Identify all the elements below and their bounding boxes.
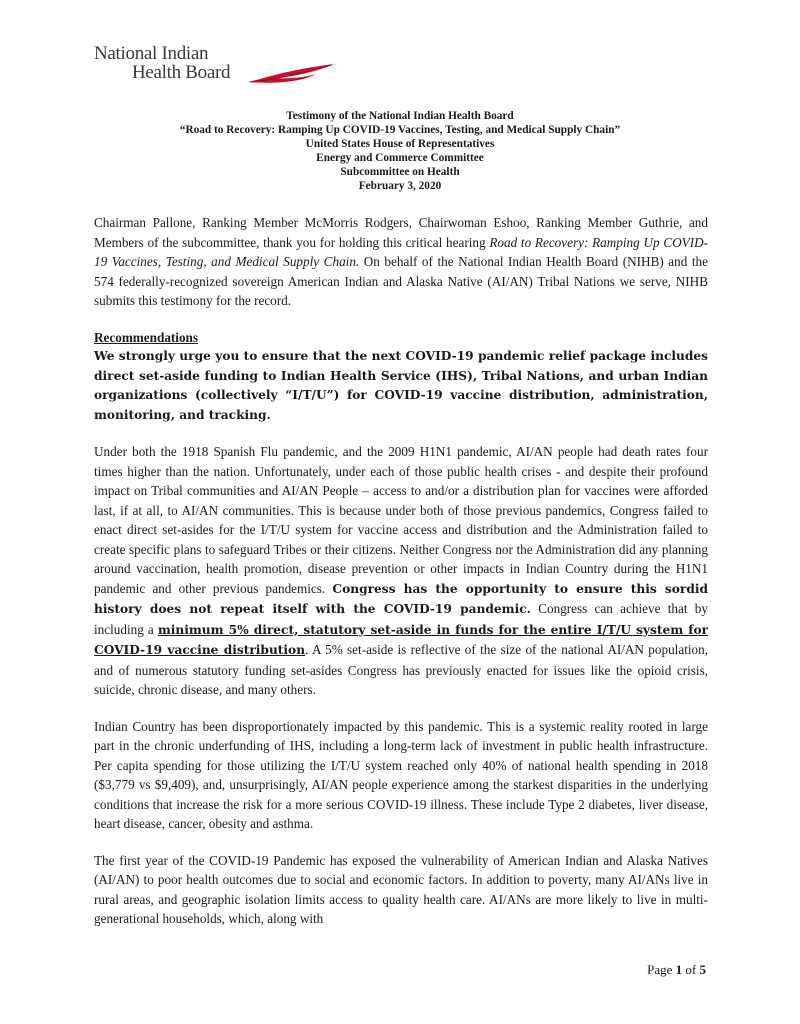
logo-line-1: National Indian (94, 43, 209, 64)
testimony-header (0, 109, 800, 193)
congress-opportunity: Congress has the opportunity to ensure this sordid history does not repeat itself with the COVID-19 pandemic. (94, 581, 708, 616)
logo-line-2: Health Board (132, 62, 231, 83)
recommendation-statement: We strongly urge you to ensure that the next COVID-19 pandemic relief package includes direct set-aside funding to Indian Health Service (IHS), Tribal Nations, and urban Indian organizations (collectively “I/T/U”) for COVID-19 vaccine distribution, administration, monitoring, and tracking. (94, 349, 708, 422)
header-hearing: “Road to Recovery: Ramping Up COVID-19 Vaccines, Testing, and Medical Supply Chain” (179, 124, 621, 136)
header-committee: Energy and Commerce Committee (316, 152, 484, 164)
header-title: Testimony of the National Indian Health Board (286, 110, 514, 122)
feather-icon (246, 62, 336, 86)
header-date: February 3, 2020 (358, 180, 442, 192)
hearing-title: Road to Recovery: Ramping Up COVID-19 Vaccines, Testing, and Medical Supply Chain. (94, 234, 708, 269)
total-pages: 5 (699, 962, 706, 977)
page-number: Page 1 of 5 (647, 962, 706, 977)
history-paragraph: Under both the 1918 Spanish Flu pandemic, and the 2009 H1N1 pandemic, AI/AN people had death rates four times higher than the nation. Unfortunately, under each of those public health crises - and despite their profound impact on Tribal communities and AI/AN People – access to and/or a distribution plan for vaccines were afforded last, if at all, to AI/AN communities. This is because under both of those previous pandemics, Congress failed to enact direct set-asides for the I/T/U system for vaccine access and distribution and the Administration failed to create specific plans to safeguard Tribes or their citizens. Neither Congress nor the Administration did any planning around vaccination, health promotion, disease prevention or other impacts in Indian Country during the H1N1 pandemic and other previous pandemics. Congress has the opportunity to ensure this sordid history does not repeat itself with the COVID-19 pandemic. Congress can achieve that by including a minimum 5% direct, statutory set-aside in funds for the entire I/T/U system for COVID-19 vaccine distribution. A 5% set-aside is reflective of the size of the national AI/AN population, and of numerous statutory funding set-asides Congress has previously enacted for issues like the opioid crisis, suicide, chronic disease, and many others. (94, 444, 709, 697)
vulnerability-paragraph: The first year of the COVID-19 Pandemic has exposed the vulnerability of American Indian and Alaska Natives (AI/AN) to poor health outcomes due to social and economic factors. In addition to poverty, many AI/ANs live in rural areas, and geographic isolation limits access to quality health care. AI/ANs are more likely to live in multi-generational households, which, along with (94, 852, 708, 926)
intro-paragraph: Chairman Pallone, Ranking Member McMorris Rodgers, Chairwoman Eshoo, Ranking Member Guthrie, and Members of the subcommittee, thank you for holding this critical hearing Road to Recovery: Ramping Up COVID-19 Vaccines, Testing, and Medical Supply Chain. On behalf of the National Indian Health Board (NIHB) and the 574 federally-recognized sovereign American Indian and Alaska Native (AI/AN) Tribal Nations we serve, NIHB submits this testimony for the record. (94, 215, 708, 308)
header-subcommittee: Subcommittee on Health (340, 166, 460, 178)
header-house: United States House of Representatives (305, 138, 495, 150)
nihb-logo (94, 44, 334, 92)
logo-wordmark (94, 44, 230, 82)
current-page: 1 (675, 962, 683, 977)
testimony-body (94, 213, 708, 946)
impact-paragraph: Indian Country has been disproportionately impacted by this pandemic. This is a systemic reality rooted in large part in the chronic underfunding of IHS, including a long-term lack of investment in public health infrastructure. Per capita spending for those utilizing the I/T/U system reached only 40% of national health spending in 2018 ($3,779 vs $9,409), and, unsurprisingly, AI/AN people experience among the starkest disparities in the underlying conditions that increase the risk for a more serious COVID-19 illness. These include Type 2 diabetes, liver disease, heart disease, cancer, obesity and asthma. (94, 718, 708, 831)
set-aside-callout: minimum 5% direct, statutory set-aside in funds for the entire I/T/U system for COVID-19 vaccine distribution (94, 622, 708, 657)
recommendations-heading: Recommendations (94, 329, 199, 345)
